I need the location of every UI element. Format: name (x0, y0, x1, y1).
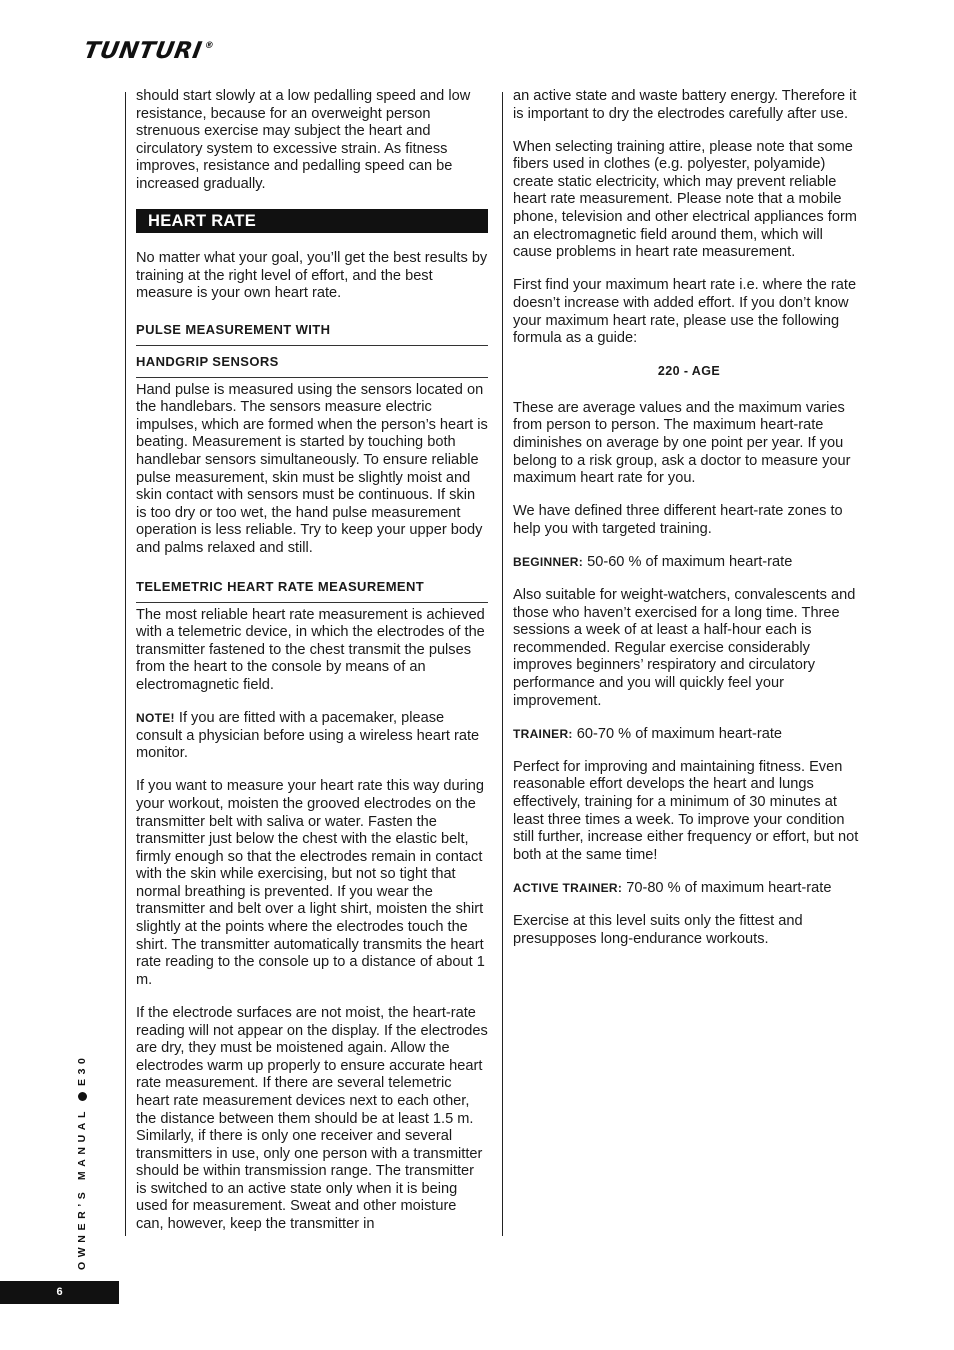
telemetric-paragraph: The most reliable heart rate measurement is achieved with a telemetric device, in which the electrodes of the transmitter fastened to the chest transmit the pulses from the heart to the console by means of an electromagnetic field. (136, 606, 485, 693)
zones-paragraph: We have defined three different heart-rate zones to help you with targeted training. (513, 503, 843, 537)
electrode-paragraph: If the electrode surfaces are not moist, the heart-rate reading will not appear on the display. If the electrodes are dry, they must be moistened again. Allow the electrodes warm up properly to ensure accurate heart rate measurement. If there are several telemetric heart rate measurement devices next to each other, the distance between them should be at least 1.5 m. Similarly, if there is only one receiver and several transmitters in use, only one person with a transmitter should be within transmission range. The transmitter is switched to an active state only when it is being used for measurement. Sweat and other moisture can, however, keep the transmitter in (136, 1004, 488, 1233)
beginner-paragraph: Also suitable for weight-watchers, convalescents and those who haven’t exercised for a long time. Three sessions a week of at least a half-hour each is recommended. Regular exercise considerably improves beginners’ respiratory and circulatory performance and you will quickly feel your improvement. (513, 587, 856, 709)
active-trainer-value: 70-80 % of maximum heart-rate (622, 879, 832, 896)
trainer-paragraph: Perfect for improving and maintaining fitness. Even reasonable effort develops the heart and lungs effectively, training for a minimum of 30 minutes at least three times a week. To improve your condition still further, increase either frequency or effort, but not both at the same time! (513, 758, 859, 863)
model-label: E30 (76, 1053, 88, 1087)
note-text: If you are fitted with a pacemaker, please consult a physician before using a wireless heart rate monitor. (136, 710, 480, 762)
max-heart-rate-formula: 220 - AGE (657, 364, 721, 379)
left-column-rule (125, 92, 126, 1236)
handgrip-paragraph: Hand pulse is measured using the sensors located on the handlebars. The sensors measure electric impulses, which are formed when the person’s heart is beating. Measurement is started by touching both handlebar sensors simultaneously. To ensure reliable pulse measurement, skin must be slightly moist and skin contact with sensors must be continuous. If skin is too dry or too wet, the hand pulse measurement operation is less reliable. Try to keep your upper body and palms relaxed and still. (136, 381, 488, 556)
center-column-rule (502, 92, 503, 1236)
bullet-dot-icon (78, 1092, 87, 1101)
section-title-heart-rate: HEART RATE (136, 209, 488, 233)
registered-mark: ® (203, 41, 216, 51)
right-column (513, 88, 865, 964)
trainer-value: 60-70 % of maximum heart-rate (572, 725, 782, 742)
brand-name: TUNTURI (81, 38, 205, 64)
average-values-paragraph: These are average values and the maximum varies from person to person. The maximum heart-rate diminishes on average by one point per year. If you belong to a risk group, ask a doctor to measure your maximum heart rate for you. (513, 399, 851, 487)
active-trainer-zone-line (513, 880, 865, 898)
beginner-label: BEGINNER: (513, 554, 584, 569)
subhead-handgrip-sensors: HANDGRIP SENSORS (136, 346, 488, 378)
note-paragraph (136, 710, 488, 763)
active-trainer-label: ACTIVE TRAINER: (513, 880, 623, 895)
section-intro-paragraph: No matter what your goal, you’ll get the best results by training at the right level of effort, and the best measure is your own heart rate. (136, 250, 488, 302)
beginner-value: 50-60 % of maximum heart-rate (583, 553, 793, 570)
page-number: 6 (0, 1281, 119, 1304)
subhead-pulse-measurement: PULSE MEASUREMENT WITH (136, 318, 488, 346)
continuation-paragraph: an active state and waste battery energy. Therefore it is important to dry the electrodes carefully after use. (513, 88, 857, 122)
note-label: NOTE! (136, 711, 175, 726)
trainer-label: TRAINER: (513, 726, 573, 741)
vertical-footer-label (76, 1054, 88, 1270)
brand-logo (82, 38, 216, 64)
beginner-zone-line (513, 554, 865, 572)
attire-paragraph: When selecting training attire, please note that some fibers used in clothes (e.g. polyester, polyamide) create static electricity, which may prevent reliable heart rate measurement. Please note that a mobile phone, television and other electrical appliances form an electromagnetic field around them, which will cause problems in heart rate measurement. (513, 138, 857, 261)
active-trainer-paragraph: Exercise at this level suits only the fittest and presupposes long-endurance workouts. (513, 912, 803, 947)
manual-label: OWNER’S MANUAL (76, 1107, 88, 1270)
intro-paragraph: should start slowly at a low pedalling speed and low resistance, because for an overweight person strenuous exercise may subject the heart and circulatory system to excessive strain. As fitness improves, resistance and pedalling speed can be increased gradually. (136, 88, 471, 192)
trainer-zone-line (513, 726, 865, 744)
left-column (136, 88, 488, 1249)
moisten-paragraph: If you want to measure your heart rate this way during your workout, moisten the grooved electrodes on the transmitter belt with saliva or water. Fasten the transmitter just below the chest with the elastic belt, firmly enough so that the electrodes remain in contact with the skin while exercising, but not so tight that normal breathing is prevented. If you wear the transmitter and belt over a light shirt, moisten the shirt slightly at the points where the electrodes touch the shirt. The transmitter automatically transmits the heart rate reading to the console up to a distance of about 1 m. (136, 778, 485, 988)
max-heart-rate-paragraph: First find your maximum heart rate i.e. where the rate doesn’t increase with added effort. If you don’t know your maximum heart rate, please use the following formula as a guide: (513, 277, 857, 347)
subhead-telemetric: TELEMETRIC HEART RATE MEASUREMENT (136, 573, 488, 603)
